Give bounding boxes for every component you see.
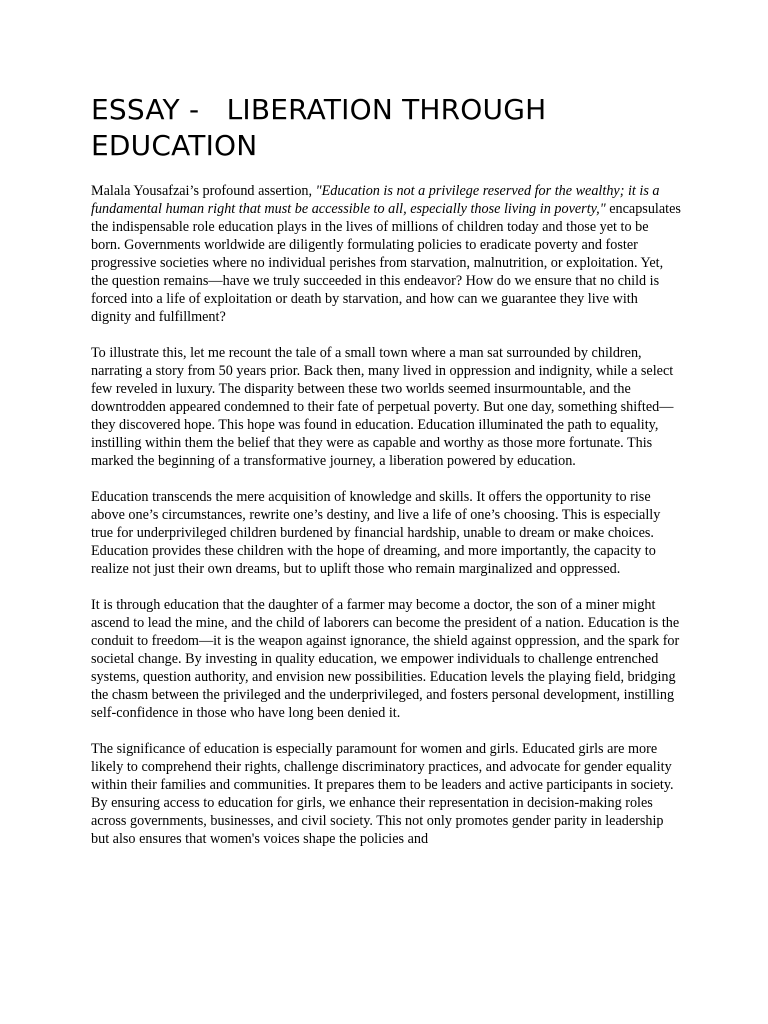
essay-title [91,92,651,164]
paragraph-1-intro: Malala Yousafzai’s profound assertion, [91,183,316,199]
essay-title-text: LIBERATION THROUGH EDUCATION [91,93,547,162]
essay-body [91,182,681,866]
paragraph-1 [91,182,681,326]
essay-title-prefix: ESSAY - [91,93,200,126]
paragraph-2: To illustrate this, let me recount the tale of a small town where a man sat surrounded by children, narrating a story from 50 years prior. Back then, many lived in oppression and indignity, while a select few reveled in luxury. The disparity between these two worlds seemed insurmountable, and the downtrodden appeared condemned to their fate of perpetual poverty. But one day, something shifted—they discovered hope. This hope was found in education. Education illuminated the path to equality, instilling within them the belief that they were as capable and worthy as those more fortunate. This marked the beginning of a transformative journey, a liberation powered by education. [91,345,674,469]
paragraph-5: The significance of education is especially paramount for women and girls. Educated girls are more likely to comprehend their rights, challenge discriminatory practices, and advocate for gender equality within their families and communities. It prepares them to be leaders and active participants in society. By ensuring access to education for girls, we enhance their representation in decision-making roles across governments, businesses, and civil society. This not only promotes gender parity in leadership but also ensures that women's voices shape the policies and [91,741,674,847]
paragraph-1-rest: encapsulates the indispensable role education plays in the lives of millions of children today and those yet to be born. Governments worldwide are diligently formulating policies to eradicate poverty and foster progressive societies where no individual perishes from starvation, malnutrition, or exploitation. Yet, the question remains—have we truly succeeded in this endeavor? How do we ensure that no child is forced into a life of exploitation or death by starvation, and how can we guarantee they live with dignity and fulfillment? [91,201,681,325]
malala-quote: "Education is not a privilege reserved for the wealthy; it is a fundamental human right that must be accessible to all, especially those living in poverty," [91,183,660,217]
paragraph-4: It is through education that the daughter of a farmer may become a doctor, the son of a miner might ascend to lead the mine, and the child of laborers can become the president of a nation. Education is the conduit to freedom—it is the weapon against ignorance, the shield against oppression, and the spark for societal change. By investing in quality education, we empower individuals to challenge entrenched systems, question authority, and envision new possibilities. Education levels the playing field, bridging the chasm between the privileged and the underprivileged, and fosters personal development, instilling self-confidence in those who have long been denied it. [91,597,680,721]
paragraph-3: Education transcends the mere acquisition of knowledge and skills. It offers the opportunity to rise above one’s circumstances, rewrite one’s destiny, and live a life of one’s choosing. This is especially true for underprivileged children burdened by financial hardship, unable to dream or make choices. Education provides these children with the hope of dreaming, and more importantly, the capacity to realize not just their own dreams, but to uplift those who remain marginalized and oppressed. [91,489,661,577]
